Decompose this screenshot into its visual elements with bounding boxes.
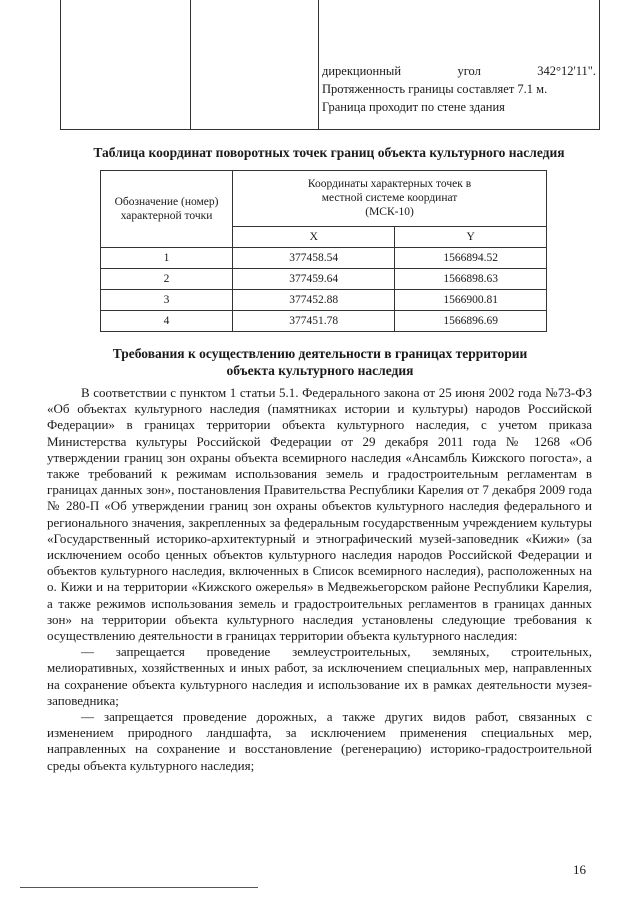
direction-label: дирекционный	[322, 64, 402, 78]
point-number: 1	[101, 248, 233, 269]
footer-divider	[20, 887, 258, 888]
x-value: 377458.54	[233, 248, 395, 269]
y-value: 1566894.52	[395, 248, 547, 269]
angle-label: угол	[457, 64, 481, 78]
table-row	[101, 290, 547, 311]
point-number: 3	[101, 290, 233, 311]
point-number: 4	[101, 311, 233, 332]
table-row	[101, 269, 547, 290]
y-value: 1566896.69	[395, 311, 547, 332]
col-y-header: Y	[395, 226, 547, 247]
length-text: Протяженность границы составляет 7.1 м.	[322, 82, 548, 96]
col-x-header: X	[233, 226, 395, 247]
x-value: 377451.78	[233, 311, 395, 332]
page-number: 16	[573, 862, 586, 877]
header-point-cell: Обозначение (номер) характерной точки	[101, 171, 233, 248]
boundary-description-cell	[322, 62, 596, 116]
previous-table-fragment	[60, 0, 600, 130]
x-value: 377452.88	[233, 290, 395, 311]
header-coords-cell: Координаты характерных точек в местной системе координат (МСК-10)	[233, 171, 547, 227]
x-value: 377459.64	[233, 269, 395, 290]
point-number: 2	[101, 269, 233, 290]
y-value: 1566900.81	[395, 290, 547, 311]
table-row	[101, 311, 547, 332]
table-row	[101, 248, 547, 269]
y-value: 1566898.63	[395, 269, 547, 290]
requirements-title-line2: объекта культурного наследия	[226, 363, 414, 378]
requirements-body	[47, 385, 592, 774]
list-item: — запрещается проведение землеустроительных, земляных, строительных, мелиоративных, хозяйственных и иных работ, за исключением специальных мер, направленных на сохранение объекта культурного наследия и использование их в рамках деятельности музея-заповедника;	[47, 644, 592, 708]
coord-table-title: Таблица координат поворотных точек границ объекта культурного наследия	[93, 145, 565, 160]
boundary-wall-text: Граница проходит по стене здания	[322, 100, 505, 114]
requirements-title	[60, 345, 580, 379]
list-item: — запрещается проведение дорожных, а также других видов работ, связанных с изменением природного ландшафта, за исключением применения специальных мер, направленных на сохранение и восстановление (регенерацию) историко-градостроительной среды объекта культурного наследия;	[47, 709, 592, 773]
coordinates-table	[100, 170, 547, 332]
requirements-title-line1: Требования к осуществлению деятельности в границах территории	[112, 346, 528, 361]
angle-value: 342°12'11".	[537, 64, 596, 78]
main-paragraph: В соответствии с пунктом 1 статьи 5.1. Федерального закона от 25 июня 2002 года №73-ФЗ «Об объектах культурного наследия (памятниках истории и культуры) народов Российской Федерации» в границах территории объекта культурного наследия, с учетом приказа Министерства культуры Российской Федерации от 29 декабря 2011 года № 1268 «Об утверждении границ зон охраны объекта всемирного наследия «Ансамбль Кижского погоста», а также требований к режимам использования земель и градостроительным регламентам в границах данных зон», постановления Правительства Республики Карелия от 7 декабря 2009 года № 280-П «Об утверждении границ зон охраны объектов культурного наследия федерального и регионального значения, закрепленных за федеральным государственным учреждением культуры «Государственный историко-архитектурный и этнографический музей-заповедник «Кижи» (за исключением особо ценных объектов культурного наследия народов Российской Федерации и объектов культурного наследия, включенных в Список всемирного наследия), расположенных на о. Кижи и на территории «Кижского ожерелья» в Медвежьегорском районе Республики Карелия, а также режимов использования земель и градостроительных регламентов в границах данных зон» на территории объекта культурного наследия установлены следующие требования к осуществлению деятельности в границах территории объекта культурного наследия:	[47, 385, 592, 644]
